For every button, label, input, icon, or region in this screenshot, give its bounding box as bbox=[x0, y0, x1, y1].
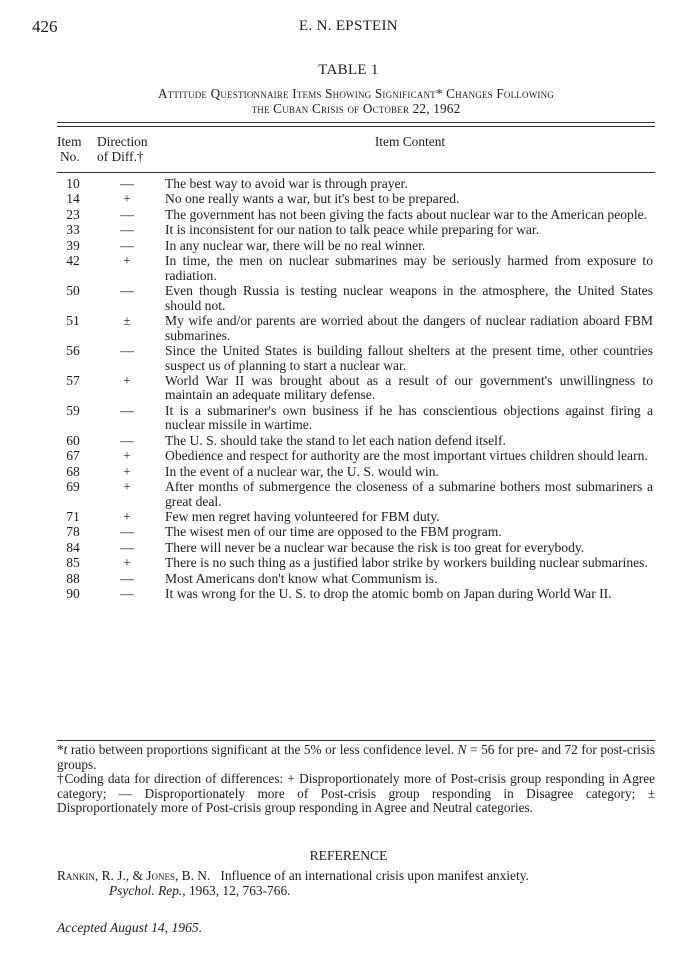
direction-of-difference: — bbox=[120, 432, 134, 448]
item-number: 56 bbox=[66, 342, 80, 358]
header-item-no bbox=[57, 134, 97, 164]
item-content: World War II was brought about as a result of our government's unwillingness to maintain an adequate military defense. bbox=[165, 372, 653, 403]
header-item-line1: Item bbox=[57, 134, 82, 149]
table-row bbox=[57, 374, 655, 403]
header-direction-line2: of Diff.† bbox=[97, 149, 144, 164]
table-row bbox=[57, 465, 655, 480]
table-label: TABLE 1 bbox=[318, 62, 379, 78]
table-row bbox=[57, 177, 655, 192]
running-head: E. N. EPSTEIN bbox=[299, 18, 398, 34]
direction-of-difference: — bbox=[120, 176, 134, 191]
item-content: In the event of a nuclear war, the U. S. would win. bbox=[165, 463, 439, 479]
direction-of-difference: — bbox=[120, 237, 134, 253]
table-row bbox=[57, 404, 655, 433]
direction-of-difference: + bbox=[123, 463, 131, 479]
table-row bbox=[57, 525, 655, 540]
item-content: In any nuclear war, there will be no real winner. bbox=[165, 237, 426, 253]
table-row bbox=[57, 510, 655, 525]
reference-entry bbox=[57, 869, 657, 899]
item-number: 14 bbox=[66, 191, 80, 207]
direction-of-difference: — bbox=[120, 222, 134, 238]
table-title bbox=[57, 86, 655, 116]
header-item-line2: No. bbox=[60, 149, 80, 164]
table-row bbox=[57, 254, 655, 283]
table-row bbox=[57, 344, 655, 373]
footnote-dagger: †Coding data for direction of differences: + Disproportionately more of Post-crisis group responding in Agree category; — Disproportionately more of Post-crisis group responding in Disagree category; ± Disproportionately more of Post-crisis group responding in Agree and Neutral categories. bbox=[57, 771, 655, 816]
table-footnotes bbox=[57, 743, 655, 816]
item-content: There will never be a nuclear war because the risk is too great for everybody. bbox=[165, 539, 585, 555]
direction-of-difference: — bbox=[120, 402, 134, 418]
item-number: 23 bbox=[66, 206, 80, 222]
item-number: 60 bbox=[66, 432, 80, 448]
table-row bbox=[57, 284, 655, 313]
footnote-star: *t ratio between proportions significant at the 5% or less confidence level. N = 56 for pre- and 72 for post-crisis groups. bbox=[57, 742, 655, 772]
direction-of-difference: — bbox=[120, 206, 134, 222]
item-content: Since the United States is building fallout shelters at the present time, other countries suspect us of planning to start a nuclear war. bbox=[165, 342, 653, 373]
item-content: The U. S. should take the stand to let each nation defend itself. bbox=[165, 432, 506, 448]
item-content: No one really wants a war, but it's best to be prepared. bbox=[165, 191, 460, 207]
direction-of-difference: + bbox=[123, 555, 131, 571]
direction-of-difference: + bbox=[123, 448, 131, 464]
direction-of-difference: — bbox=[120, 282, 134, 298]
item-number: 67 bbox=[66, 448, 80, 464]
item-number: 78 bbox=[66, 524, 80, 540]
item-number: 84 bbox=[66, 539, 80, 555]
direction-of-difference: — bbox=[120, 539, 134, 555]
item-content: My wife and/or parents are worried about the dangers of nuclear radiation aboard FBM submarines. bbox=[165, 312, 653, 343]
reference-authors: Rankin, R. J., & Jones, B. N. bbox=[57, 868, 211, 883]
table-row bbox=[57, 314, 655, 343]
table-row bbox=[57, 449, 655, 464]
item-content: There is no such thing as a justified labor strike by workers building nuclear submarines. bbox=[165, 555, 648, 571]
table-row bbox=[57, 239, 655, 254]
table-row bbox=[57, 434, 655, 449]
item-content: The best way to avoid war is through prayer. bbox=[165, 176, 408, 191]
table-row bbox=[57, 223, 655, 238]
item-content: Few men regret having volunteered for FBM duty. bbox=[165, 509, 440, 525]
item-content: It is a submariner's own business if he has conscientious objections against firing a nuclear missile in wartime. bbox=[165, 402, 653, 433]
direction-of-difference: ± bbox=[123, 312, 131, 328]
item-number: 69 bbox=[66, 479, 80, 495]
direction-of-difference: + bbox=[123, 191, 131, 207]
item-content: Obedience and respect for authority are the most important virtues children should learn. bbox=[165, 448, 648, 464]
reference-title: Influence of an international crisis upon manifest anxiety. bbox=[220, 868, 529, 883]
item-content: Even though Russia is testing nuclear weapons in the atmosphere, the United States should not. bbox=[165, 282, 653, 313]
table-row bbox=[57, 192, 655, 207]
item-content: The wisest men of our time are opposed to the FBM program. bbox=[165, 524, 502, 540]
item-number: 39 bbox=[66, 237, 80, 253]
item-content: It is inconsistent for our nation to talk peace while preparing for war. bbox=[165, 222, 540, 238]
top-rule-1 bbox=[57, 122, 655, 123]
item-number: 59 bbox=[66, 402, 80, 418]
item-content: The government has not been giving the facts about nuclear war to the American people. bbox=[165, 206, 648, 222]
top-rule-2 bbox=[57, 126, 655, 127]
item-number: 85 bbox=[66, 555, 80, 571]
table-title-line2: the Cuban Crisis of October 22, 1962 bbox=[251, 101, 461, 116]
direction-of-difference: — bbox=[120, 342, 134, 358]
header-direction-line1: Direction bbox=[97, 134, 148, 149]
item-number: 10 bbox=[66, 176, 80, 191]
item-content: It was wrong for the U. S. to drop the atomic bomb on Japan during World War II. bbox=[165, 585, 612, 601]
direction-of-difference: + bbox=[123, 252, 131, 268]
item-content: After months of submergence the closeness of a submarine bothers most submariners a great deal. bbox=[165, 479, 653, 509]
item-number: 50 bbox=[66, 282, 80, 298]
accepted-date: Accepted August 14, 1965. bbox=[57, 920, 203, 935]
reference-journal: Psychol. Rep. bbox=[109, 882, 183, 898]
direction-of-difference: — bbox=[120, 570, 134, 586]
item-number: 57 bbox=[66, 372, 80, 388]
header-direction bbox=[97, 134, 167, 164]
item-number: 88 bbox=[66, 570, 80, 586]
table-row bbox=[57, 480, 655, 509]
direction-of-difference: — bbox=[120, 524, 134, 540]
header-rule bbox=[57, 172, 655, 173]
item-content: In time, the men on nuclear submarines may be seriously harmed from exposure to radiation. bbox=[165, 252, 653, 283]
item-number: 68 bbox=[66, 463, 80, 479]
direction-of-difference: — bbox=[120, 585, 134, 601]
reference-heading: REFERENCE bbox=[309, 848, 388, 863]
table-row bbox=[57, 572, 655, 587]
item-number: 71 bbox=[66, 509, 80, 525]
table-row bbox=[57, 556, 655, 571]
table-body bbox=[57, 177, 655, 602]
bottom-rule bbox=[57, 740, 655, 741]
header-item-content: Item Content bbox=[374, 134, 446, 149]
item-number: 33 bbox=[66, 222, 80, 238]
reference-details: , 1963, 12, 763-766. bbox=[182, 882, 291, 898]
table-title-line1: Attitude Questionnaire Items Showing Significant* Changes Following bbox=[158, 86, 554, 101]
page-number: 426 bbox=[32, 17, 58, 36]
direction-of-difference: + bbox=[123, 509, 131, 525]
item-number: 42 bbox=[66, 252, 80, 268]
table-row bbox=[57, 208, 655, 223]
direction-of-difference: + bbox=[123, 372, 131, 388]
table-row bbox=[57, 587, 655, 602]
item-content: Most Americans don't know what Communism is. bbox=[165, 570, 438, 586]
item-number: 90 bbox=[66, 585, 80, 601]
direction-of-difference: + bbox=[123, 479, 131, 495]
item-number: 51 bbox=[66, 312, 80, 328]
table-row bbox=[57, 541, 655, 556]
